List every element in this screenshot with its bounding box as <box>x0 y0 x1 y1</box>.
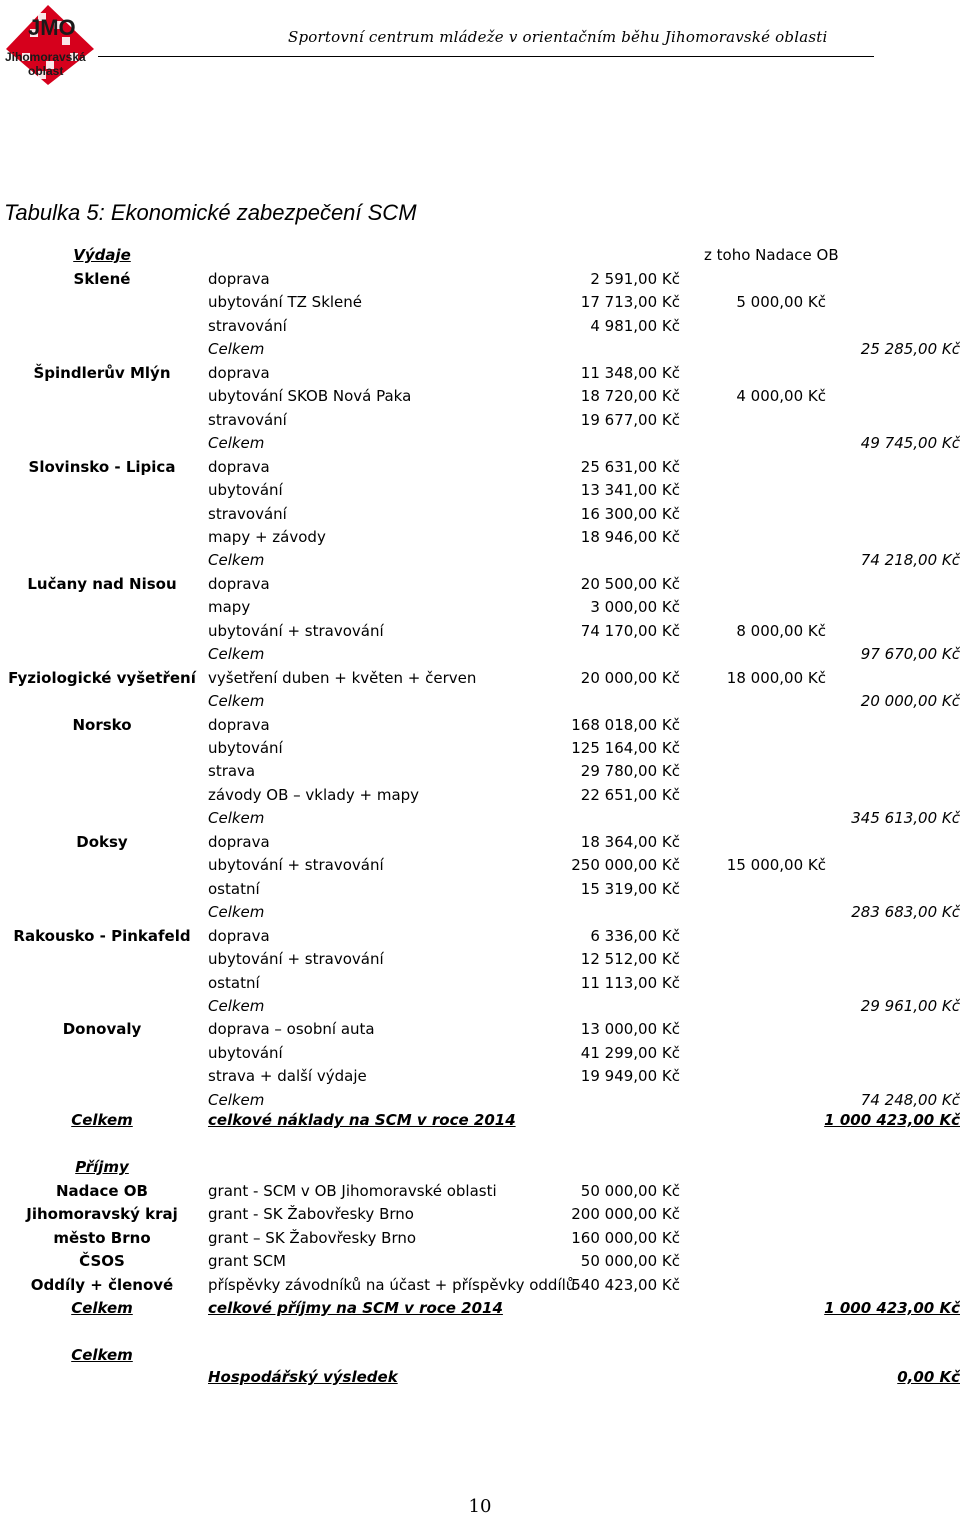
expense-row <box>0 809 960 831</box>
nadace-heading: z toho Nadace OB <box>704 246 839 264</box>
expense-amount: 18 946,00 Kč <box>580 528 680 546</box>
expense-item: strava + další výdaje <box>208 1067 367 1085</box>
table-title: Tabulka 5: Ekonomické zabezpečení SCM <box>4 200 417 225</box>
expense-group: Sklené <box>73 270 131 288</box>
expense-subtotal: 283 683,00 Kč <box>851 903 960 921</box>
income-source: Oddíly + členové <box>30 1276 174 1294</box>
expense-row <box>0 739 960 761</box>
expense-row <box>0 340 960 362</box>
income-amount: 50 000,00 Kč <box>580 1182 680 1200</box>
expense-amount: 74 170,00 Kč <box>580 622 680 640</box>
expense-amount: 19 677,00 Kč <box>580 411 680 429</box>
result-desc: Hospodářský výsledek <box>208 1368 398 1386</box>
expenses-total-value: 1 000 423,00 Kč <box>824 1111 960 1129</box>
expense-amount: 16 300,00 Kč <box>580 505 680 523</box>
expense-row <box>0 1020 960 1042</box>
income-amount: 200 000,00 Kč <box>571 1205 680 1223</box>
income-heading-row <box>0 1158 960 1180</box>
income-total-row <box>0 1299 960 1321</box>
expense-row <box>0 1091 960 1113</box>
expense-item: doprava <box>208 927 270 945</box>
expense-row <box>0 880 960 902</box>
expense-group: Slovinsko - Lipica <box>28 458 176 476</box>
income-desc: grant - SK Žabovřesky Brno <box>208 1205 414 1223</box>
expense-row <box>0 997 960 1019</box>
expense-amount: 3 000,00 Kč <box>590 598 680 616</box>
expense-amount: 20 500,00 Kč <box>580 575 680 593</box>
result-label: Celkem <box>71 1346 133 1364</box>
expense-item: stravování <box>208 505 287 523</box>
income-total-value: 1 000 423,00 Kč <box>824 1299 960 1317</box>
expense-group: Donovaly <box>62 1020 142 1038</box>
expense-item: ubytování <box>208 481 283 499</box>
expense-amount: 6 336,00 Kč <box>590 927 680 945</box>
expenses-heading: Výdaje <box>73 246 131 264</box>
income-heading: Příjmy <box>75 1158 129 1176</box>
income-source: ČSOS <box>79 1252 125 1270</box>
income-row <box>0 1205 960 1227</box>
expense-row <box>0 270 960 292</box>
expense-subtotal-label: Celkem <box>208 692 265 710</box>
expense-group: Rakousko - Pinkafeld <box>13 927 191 945</box>
expense-subtotal-label: Celkem <box>208 551 265 569</box>
income-total-desc: celkové příjmy na SCM v roce 2014 <box>208 1299 503 1317</box>
jmo-logo <box>2 3 96 87</box>
expense-amount: 12 512,00 Kč <box>580 950 680 968</box>
expense-subtotal: 74 248,00 Kč <box>860 1091 960 1109</box>
expense-row <box>0 575 960 597</box>
expense-subtotal-label: Celkem <box>208 809 265 827</box>
income-total-label: Celkem <box>71 1299 133 1317</box>
expense-item: doprava <box>208 364 270 382</box>
income-source: město Brno <box>53 1229 151 1247</box>
expense-amount: 11 113,00 Kč <box>580 974 680 992</box>
expense-row <box>0 1044 960 1066</box>
expense-amount: 29 780,00 Kč <box>580 762 680 780</box>
expense-subtotal-label: Celkem <box>208 997 265 1015</box>
result-label-row <box>0 1346 960 1368</box>
income-source: Jihomoravský kraj <box>26 1205 178 1223</box>
expense-subtotal: 49 745,00 Kč <box>860 434 960 452</box>
expense-amount: 250 000,00 Kč <box>571 856 680 874</box>
expense-subtotal-label: Celkem <box>208 903 265 921</box>
expense-nadace-amount: 18 000,00 Kč <box>726 669 826 687</box>
expense-item: ubytování + stravování <box>208 622 384 640</box>
income-desc: příspěvky závodníků na účast + příspěvky oddílů <box>208 1276 576 1294</box>
expense-group: Fyziologické vyšetření <box>8 669 196 687</box>
expense-row <box>0 528 960 550</box>
expense-row <box>0 974 960 996</box>
expense-item: ubytování <box>208 739 283 757</box>
expense-nadace-amount: 5 000,00 Kč <box>736 293 826 311</box>
expense-amount: 15 319,00 Kč <box>580 880 680 898</box>
expense-subtotal: 20 000,00 Kč <box>860 692 960 710</box>
expense-amount: 2 591,00 Kč <box>590 270 680 288</box>
expense-row <box>0 927 960 949</box>
expense-item: stravování <box>208 411 287 429</box>
expense-subtotal-label: Celkem <box>208 434 265 452</box>
expense-row <box>0 692 960 714</box>
income-desc: grant – SK Žabovřesky Brno <box>208 1229 417 1247</box>
expense-row <box>0 458 960 480</box>
expense-group: Norsko <box>72 716 132 734</box>
expense-amount: 4 981,00 Kč <box>590 317 680 335</box>
expense-item: doprava <box>208 270 270 288</box>
expense-item: ubytování + stravování <box>208 856 384 874</box>
expense-item: závody OB – vklady + mapy <box>208 786 420 804</box>
expense-amount: 168 018,00 Kč <box>571 716 680 734</box>
expense-amount: 18 720,00 Kč <box>580 387 680 405</box>
page-number: 10 <box>468 1496 492 1517</box>
expense-group: Doksy <box>76 833 128 851</box>
header-divider <box>98 56 874 57</box>
income-row <box>0 1276 960 1298</box>
expense-row <box>0 1067 960 1089</box>
jmo-logo-graphic <box>2 3 96 87</box>
expense-item: ubytování SKOB Nová Paka <box>208 387 412 405</box>
income-row <box>0 1182 960 1204</box>
expense-row <box>0 950 960 972</box>
expense-row <box>0 505 960 527</box>
expense-subtotal: 74 218,00 Kč <box>860 551 960 569</box>
expense-amount: 20 000,00 Kč <box>580 669 680 687</box>
expense-item: doprava <box>208 716 270 734</box>
logo-text-jmo: JMO <box>28 15 76 40</box>
expense-item: mapy + závody <box>208 528 326 546</box>
expense-amount: 19 949,00 Kč <box>580 1067 680 1085</box>
income-source: Nadace OB <box>55 1182 148 1200</box>
expense-item: stravování <box>208 317 287 335</box>
expense-amount: 17 713,00 Kč <box>580 293 680 311</box>
expense-amount: 25 631,00 Kč <box>580 458 680 476</box>
expense-row <box>0 551 960 573</box>
expense-row <box>0 786 960 808</box>
expense-row <box>0 833 960 855</box>
expense-row <box>0 856 960 878</box>
expense-nadace-amount: 15 000,00 Kč <box>726 856 826 874</box>
expense-row <box>0 481 960 503</box>
expense-item: doprava <box>208 833 270 851</box>
income-desc: grant - SCM v OB Jihomoravské oblasti <box>208 1182 497 1200</box>
expense-row <box>0 364 960 386</box>
expense-row <box>0 645 960 667</box>
expense-item: doprava <box>208 575 270 593</box>
expense-amount: 11 348,00 Kč <box>580 364 680 382</box>
expense-subtotal-label: Celkem <box>208 1091 265 1109</box>
expense-row <box>0 622 960 644</box>
expense-item: doprava <box>208 458 270 476</box>
expense-group: Lučany nad Nisou <box>27 575 177 593</box>
expense-row <box>0 716 960 738</box>
expense-amount: 13 000,00 Kč <box>580 1020 680 1038</box>
expense-item: ubytování TZ Sklené <box>208 293 363 311</box>
expense-item: doprava – osobní auta <box>208 1020 375 1038</box>
header-title: Sportovní centrum mládeže v orientačním běhu Jihomoravské oblasti <box>288 28 828 46</box>
result-row <box>0 1368 960 1390</box>
expense-subtotal: 345 613,00 Kč <box>851 809 960 827</box>
expense-amount: 13 341,00 Kč <box>580 481 680 499</box>
expense-row <box>0 598 960 620</box>
expense-row <box>0 669 960 691</box>
income-amount: 540 423,00 Kč <box>571 1276 680 1294</box>
expense-item: ubytování <box>208 1044 283 1062</box>
expense-row <box>0 411 960 433</box>
expenses-heading-row <box>0 246 960 268</box>
expense-item: ostatní <box>208 974 260 992</box>
expenses-total-label: Celkem <box>71 1111 133 1129</box>
income-row <box>0 1229 960 1251</box>
expense-subtotal: 29 961,00 Kč <box>860 997 960 1015</box>
expenses-total-desc: celkové náklady na SCM v roce 2014 <box>208 1111 516 1129</box>
expense-nadace-amount: 8 000,00 Kč <box>736 622 826 640</box>
income-desc: grant SCM <box>208 1252 286 1270</box>
expense-row <box>0 903 960 925</box>
expense-item: ubytování + stravování <box>208 950 384 968</box>
expense-nadace-amount: 4 000,00 Kč <box>736 387 826 405</box>
expense-subtotal-label: Celkem <box>208 340 265 358</box>
expense-amount: 125 164,00 Kč <box>571 739 680 757</box>
expense-amount: 41 299,00 Kč <box>580 1044 680 1062</box>
expense-item: ostatní <box>208 880 260 898</box>
expense-item: mapy <box>208 598 251 616</box>
expense-subtotal: 97 670,00 Kč <box>860 645 960 663</box>
income-amount: 50 000,00 Kč <box>580 1252 680 1270</box>
expense-item: vyšetření duben + květen + červen <box>208 669 477 687</box>
expense-subtotal: 25 285,00 Kč <box>860 340 960 358</box>
expense-item: strava <box>208 762 256 780</box>
income-amount: 160 000,00 Kč <box>571 1229 680 1247</box>
expense-amount: 22 651,00 Kč <box>580 786 680 804</box>
expense-row <box>0 434 960 456</box>
expense-row <box>0 387 960 409</box>
result-value: 0,00 Kč <box>897 1368 960 1386</box>
expense-row <box>0 762 960 784</box>
logo-text-region: Jihomoravská <box>5 50 86 64</box>
expense-row <box>0 293 960 315</box>
expenses-total-row <box>0 1111 960 1133</box>
income-row <box>0 1252 960 1274</box>
expense-subtotal-label: Celkem <box>208 645 265 663</box>
expense-group: Špindlerův Mlýn <box>33 364 171 382</box>
expense-amount: 18 364,00 Kč <box>580 833 680 851</box>
logo-text-oblast: oblast <box>28 64 64 78</box>
expense-row <box>0 317 960 339</box>
